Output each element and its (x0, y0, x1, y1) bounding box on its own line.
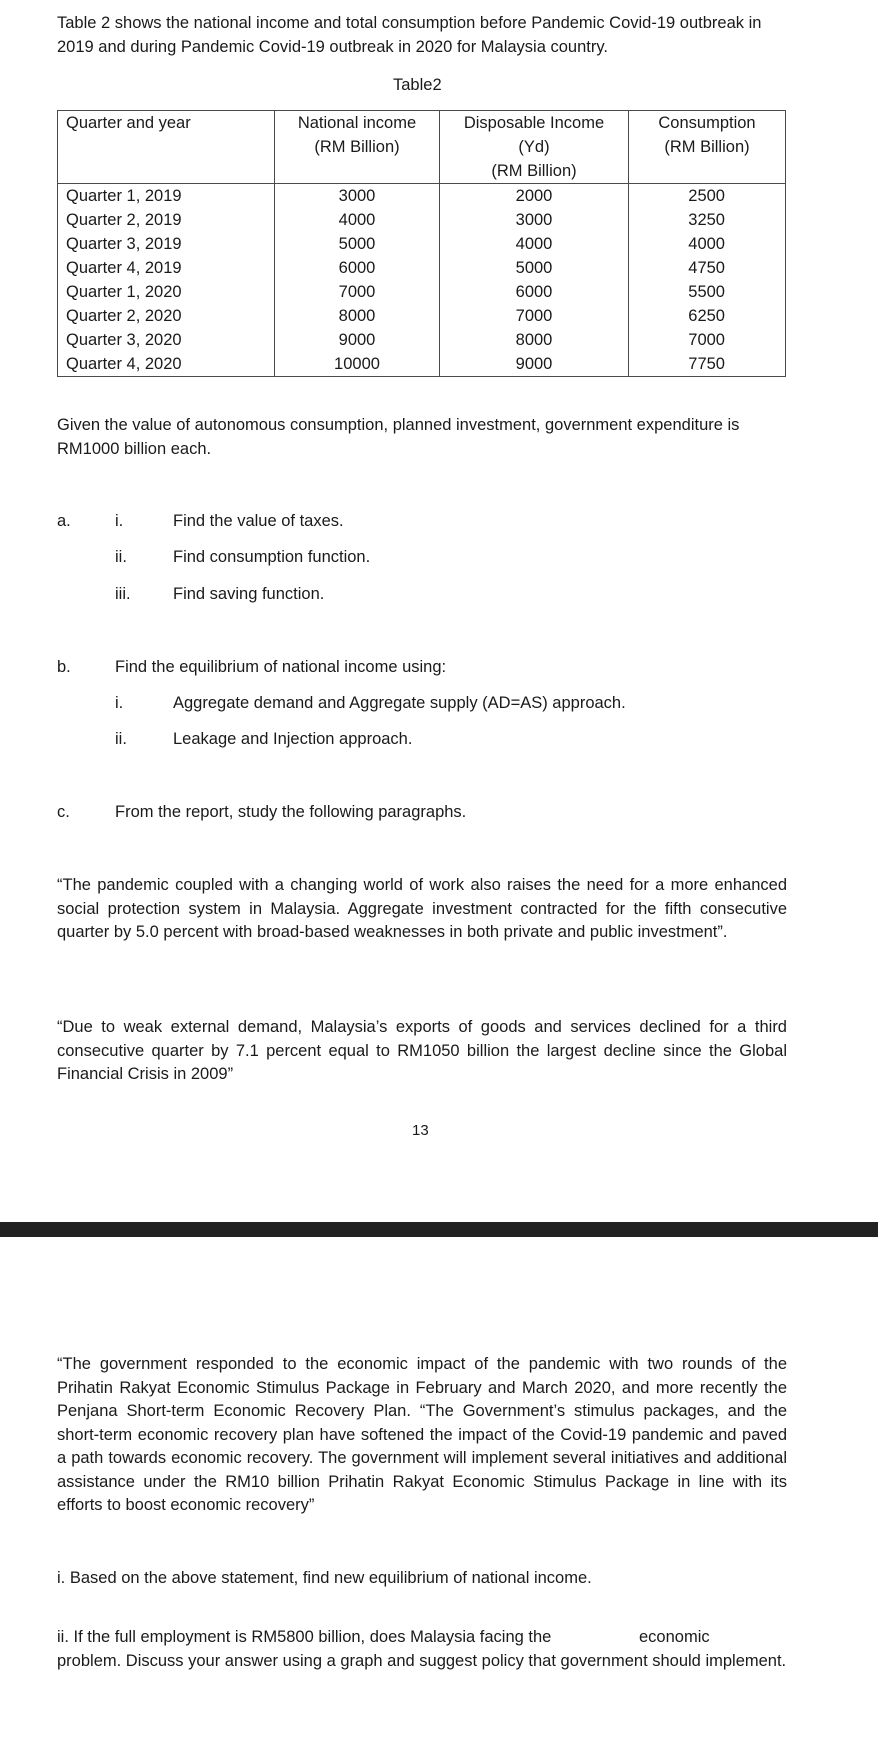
quote-social-protection: “The pandemic coupled with a changing world of work also raises the need for a more enhanced social protection system in Malaysia. Aggregate investment contracted for the fifth consecutive quarter by 5.0 percent with broad-based weaknesses in both private and public investment”. (57, 876, 787, 941)
table-row (58, 280, 786, 304)
header-disposable-income: Disposable Income (Yd) (RM Billion) (440, 111, 629, 184)
intro-paragraph: Table 2 shows the national income and total consumption before Pandemic Covid-19 outbreak in 2019 and during Pandemic Covid-19 outbreak in 2020 for Malaysia country. (57, 14, 762, 56)
question-a-ii-text: Find consumption function. (173, 548, 371, 566)
question-c-text: From the report, study the following paragraphs. (115, 803, 467, 821)
question-full-employment-line1: ii. If the full employment is RM5800 billion, does Malaysia facing the (57, 1628, 552, 1646)
question-full-employment (57, 1626, 787, 1673)
question-full-employment-rest: problem. Discuss your answer using a graph and suggest policy that government should implement. (57, 1651, 787, 1670)
cell-national-income: 3000 (275, 184, 440, 209)
question-b-ii-text: Leakage and Injection approach. (173, 730, 413, 748)
cell-national-income: 5000 (275, 232, 440, 256)
cell-quarter: Quarter 1, 2020 (58, 280, 275, 304)
question-b-text: Find the equilibrium of national income using: (115, 658, 447, 676)
table-row (58, 328, 786, 352)
cell-quarter: Quarter 3, 2019 (58, 232, 275, 256)
question-a-iii-num: iii. (115, 585, 131, 603)
table-row (58, 352, 786, 377)
cell-disposable-income: 8000 (440, 328, 629, 352)
question-new-equilibrium: i. Based on the above statement, find new equilibrium of national income. (57, 1569, 592, 1587)
given-paragraph: Given the value of autonomous consumption, planned investment, government expenditure is RM1000 billion each. (57, 416, 740, 458)
table-row (58, 208, 786, 232)
question-b-i-text: Aggregate demand and Aggregate supply (AD=AS) approach. (173, 694, 626, 712)
cell-disposable-income: 6000 (440, 280, 629, 304)
cell-national-income: 6000 (275, 256, 440, 280)
cell-quarter: Quarter 2, 2020 (58, 304, 275, 328)
page-break-divider (0, 1222, 878, 1237)
question-full-employment-word: economic (639, 1628, 710, 1646)
question-a-ii-num: ii. (115, 548, 127, 566)
question-b-label: b. (57, 658, 71, 676)
cell-consumption: 4750 (629, 256, 786, 280)
question-b-i-num: i. (115, 694, 124, 712)
cell-disposable-income: 9000 (440, 352, 629, 377)
cell-consumption: 2500 (629, 184, 786, 209)
cell-quarter: Quarter 4, 2020 (58, 352, 275, 377)
table-row (58, 256, 786, 280)
quote-exports-decline: “Due to weak external demand, Malaysia’s exports of goods and services declined for a third consecutive quarter by 7.1 percent equal to RM1050 billion the largest decline since the Global Financial Crisis in 2009” (57, 1018, 787, 1083)
cell-disposable-income: 3000 (440, 208, 629, 232)
cell-quarter: Quarter 2, 2019 (58, 208, 275, 232)
cell-consumption: 5500 (629, 280, 786, 304)
header-national-income: National income (RM Billion) (275, 111, 440, 184)
table-caption: Table2 (393, 76, 442, 94)
page-number: 13 (412, 1122, 429, 1139)
cell-consumption: 4000 (629, 232, 786, 256)
table-row (58, 232, 786, 256)
cell-disposable-income: 4000 (440, 232, 629, 256)
question-a-i-num: i. (115, 512, 124, 530)
question-b-ii-num: ii. (115, 730, 127, 748)
question-a-iii-text: Find saving function. (173, 585, 325, 603)
question-c-label: c. (57, 803, 70, 821)
header-quarter: Quarter and year (58, 111, 275, 184)
cell-consumption: 7000 (629, 328, 786, 352)
table-row (58, 184, 786, 209)
cell-consumption: 6250 (629, 304, 786, 328)
income-consumption-table (57, 110, 786, 377)
question-a-i-text: Find the value of taxes. (173, 512, 344, 530)
cell-consumption: 3250 (629, 208, 786, 232)
cell-national-income: 10000 (275, 352, 440, 377)
table-row (58, 304, 786, 328)
cell-national-income: 7000 (275, 280, 440, 304)
cell-disposable-income: 2000 (440, 184, 629, 209)
cell-quarter: Quarter 3, 2020 (58, 328, 275, 352)
cell-disposable-income: 7000 (440, 304, 629, 328)
question-a-label: a. (57, 512, 71, 530)
cell-national-income: 4000 (275, 208, 440, 232)
cell-consumption: 7750 (629, 352, 786, 377)
cell-quarter: Quarter 4, 2019 (58, 256, 275, 280)
cell-national-income: 9000 (275, 328, 440, 352)
cell-disposable-income: 5000 (440, 256, 629, 280)
quote-government-stimulus: “The government responded to the economic impact of the pandemic with two rounds of the Prihatin Rakyat Economic Stimulus Package in February and March 2020, and more recently the Penjana Short-term Economic Recovery Plan. “The Government’s stimulus packages, and the short-term economic recovery plan have softened the impact of the Covid-19 pandemic and paved a path towards economic recovery. The government will implement several initiatives and additional assistance under the RM10 billion Prihatin Rakyat Economic Stimulus Package in line with its efforts to boost economic recovery” (57, 1355, 787, 1514)
cell-national-income: 8000 (275, 304, 440, 328)
cell-quarter: Quarter 1, 2019 (58, 184, 275, 209)
header-consumption: Consumption (RM Billion) (629, 111, 786, 184)
